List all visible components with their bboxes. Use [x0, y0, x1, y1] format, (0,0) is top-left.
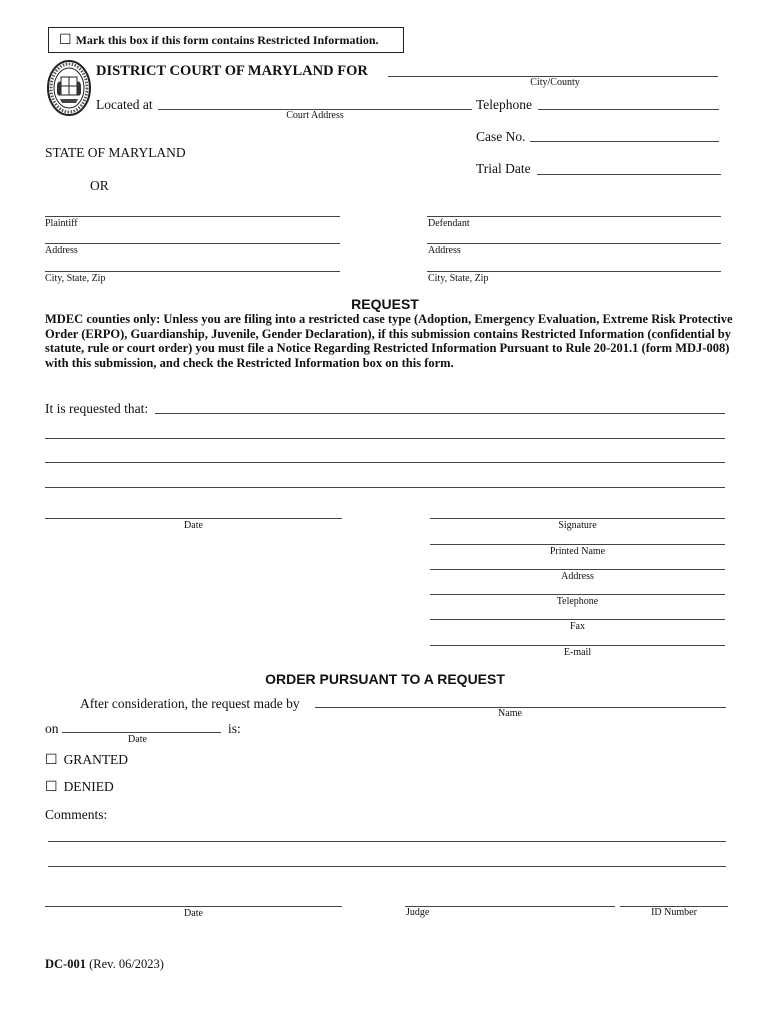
- denied-checkbox-icon[interactable]: ☐: [45, 779, 58, 795]
- restricted-info-checkbox[interactable]: [48, 27, 404, 53]
- telephone-label: Telephone: [476, 97, 533, 112]
- judge-signature-field[interactable]: [405, 906, 615, 907]
- court-title: DISTRICT COURT OF MARYLAND FOR: [96, 63, 368, 79]
- judge-caption: Judge: [406, 907, 430, 918]
- granted-label: GRANTED: [63, 752, 129, 767]
- comments-line-1[interactable]: [48, 841, 726, 842]
- comments-label: Comments:: [45, 807, 108, 822]
- court-seal-icon: [46, 59, 92, 117]
- id-number-caption: ID Number: [651, 907, 697, 918]
- plaintiff-field[interactable]: [45, 216, 340, 217]
- telephone-signature-field[interactable]: [430, 594, 725, 595]
- on-label: on: [45, 721, 59, 736]
- defendant-address-caption: Address: [428, 245, 461, 256]
- order-date-caption: Date: [184, 908, 203, 919]
- is-label: is:: [228, 721, 241, 736]
- trial-date-field[interactable]: [537, 174, 721, 175]
- city-county-caption: City/County: [530, 77, 580, 88]
- plaintiff-address-caption: Address: [45, 245, 78, 256]
- trial-date-label: Trial Date: [476, 161, 531, 176]
- plaintiff-city-caption: City, State, Zip: [45, 273, 106, 284]
- form-id: DC-001: [45, 957, 86, 971]
- defendant-caption: Defendant: [428, 218, 470, 229]
- denied-label: DENIED: [63, 779, 114, 794]
- fax-caption: Fax: [570, 621, 585, 632]
- signature-field[interactable]: [430, 518, 725, 519]
- defendant-city-caption: City, State, Zip: [428, 273, 489, 284]
- printed-name-caption: Printed Name: [549, 546, 606, 557]
- order-title: ORDER PURSUANT TO A REQUEST: [265, 671, 505, 687]
- checkbox-icon: ☐: [59, 32, 72, 48]
- comments-line-2[interactable]: [48, 866, 726, 867]
- order-on-date-field[interactable]: [62, 732, 221, 733]
- request-line-3[interactable]: [45, 462, 725, 463]
- plaintiff-city-field[interactable]: [45, 271, 340, 272]
- signature-caption: Signature: [558, 520, 597, 531]
- plaintiff-address-field[interactable]: [45, 243, 340, 244]
- case-no-label: Case No.: [476, 129, 526, 144]
- restricted-notice: MDEC counties only: Unless you are filing into a restricted case type (Adoption, Emergency Evaluation, Extreme Risk Protective Order (ERPO), Guardianship, Juvenile, Gender Declaration), if this submission contains Restricted Information (confidential by statute, rule or court order) you must file a Notice Regarding Restricted Information Pursuant to Rule 20-201.1 (form MDJ-008) with this submission, and check the Restricted Information box on this form.: [45, 312, 733, 370]
- case-no-field[interactable]: [530, 141, 719, 142]
- denied-option[interactable]: [45, 779, 114, 795]
- granted-option[interactable]: [45, 752, 128, 768]
- address-caption: Address: [561, 571, 594, 582]
- name-caption: Name: [498, 708, 522, 719]
- located-at-label: Located at: [96, 97, 153, 112]
- after-consideration-label: After consideration, the request made by: [80, 696, 300, 711]
- granted-checkbox-icon[interactable]: ☐: [45, 752, 58, 768]
- request-date-field[interactable]: [45, 518, 342, 519]
- order-date-field[interactable]: [45, 906, 342, 907]
- court-address-caption: Court Address: [286, 110, 344, 121]
- printed-name-field[interactable]: [430, 544, 725, 545]
- telephone-field[interactable]: [538, 109, 719, 110]
- order-on-date-caption: Date: [128, 734, 147, 745]
- request-title: REQUEST: [351, 296, 419, 312]
- defendant-field[interactable]: [427, 216, 721, 217]
- address-field[interactable]: [430, 569, 725, 570]
- telephone-signature-caption: Telephone: [556, 596, 599, 607]
- request-line-2[interactable]: [45, 438, 725, 439]
- plaintiff-caption: Plaintiff: [45, 218, 78, 229]
- defendant-address-field[interactable]: [427, 243, 721, 244]
- email-field[interactable]: [430, 645, 725, 646]
- it-is-requested-label: It is requested that:: [45, 401, 149, 416]
- restricted-info-label: Mark this box if this form contains Restricted Information.: [75, 32, 379, 47]
- defendant-city-field[interactable]: [427, 271, 721, 272]
- request-line-1[interactable]: [155, 413, 725, 414]
- form-footer: [45, 957, 164, 972]
- fax-field[interactable]: [430, 619, 725, 620]
- form-revision: (Rev. 06/2023): [89, 957, 164, 971]
- request-line-4[interactable]: [45, 487, 725, 488]
- state-of-maryland: STATE OF MARYLAND: [45, 145, 186, 160]
- request-date-caption: Date: [184, 520, 203, 531]
- or-label: OR: [90, 178, 109, 193]
- email-caption: E-mail: [563, 647, 592, 658]
